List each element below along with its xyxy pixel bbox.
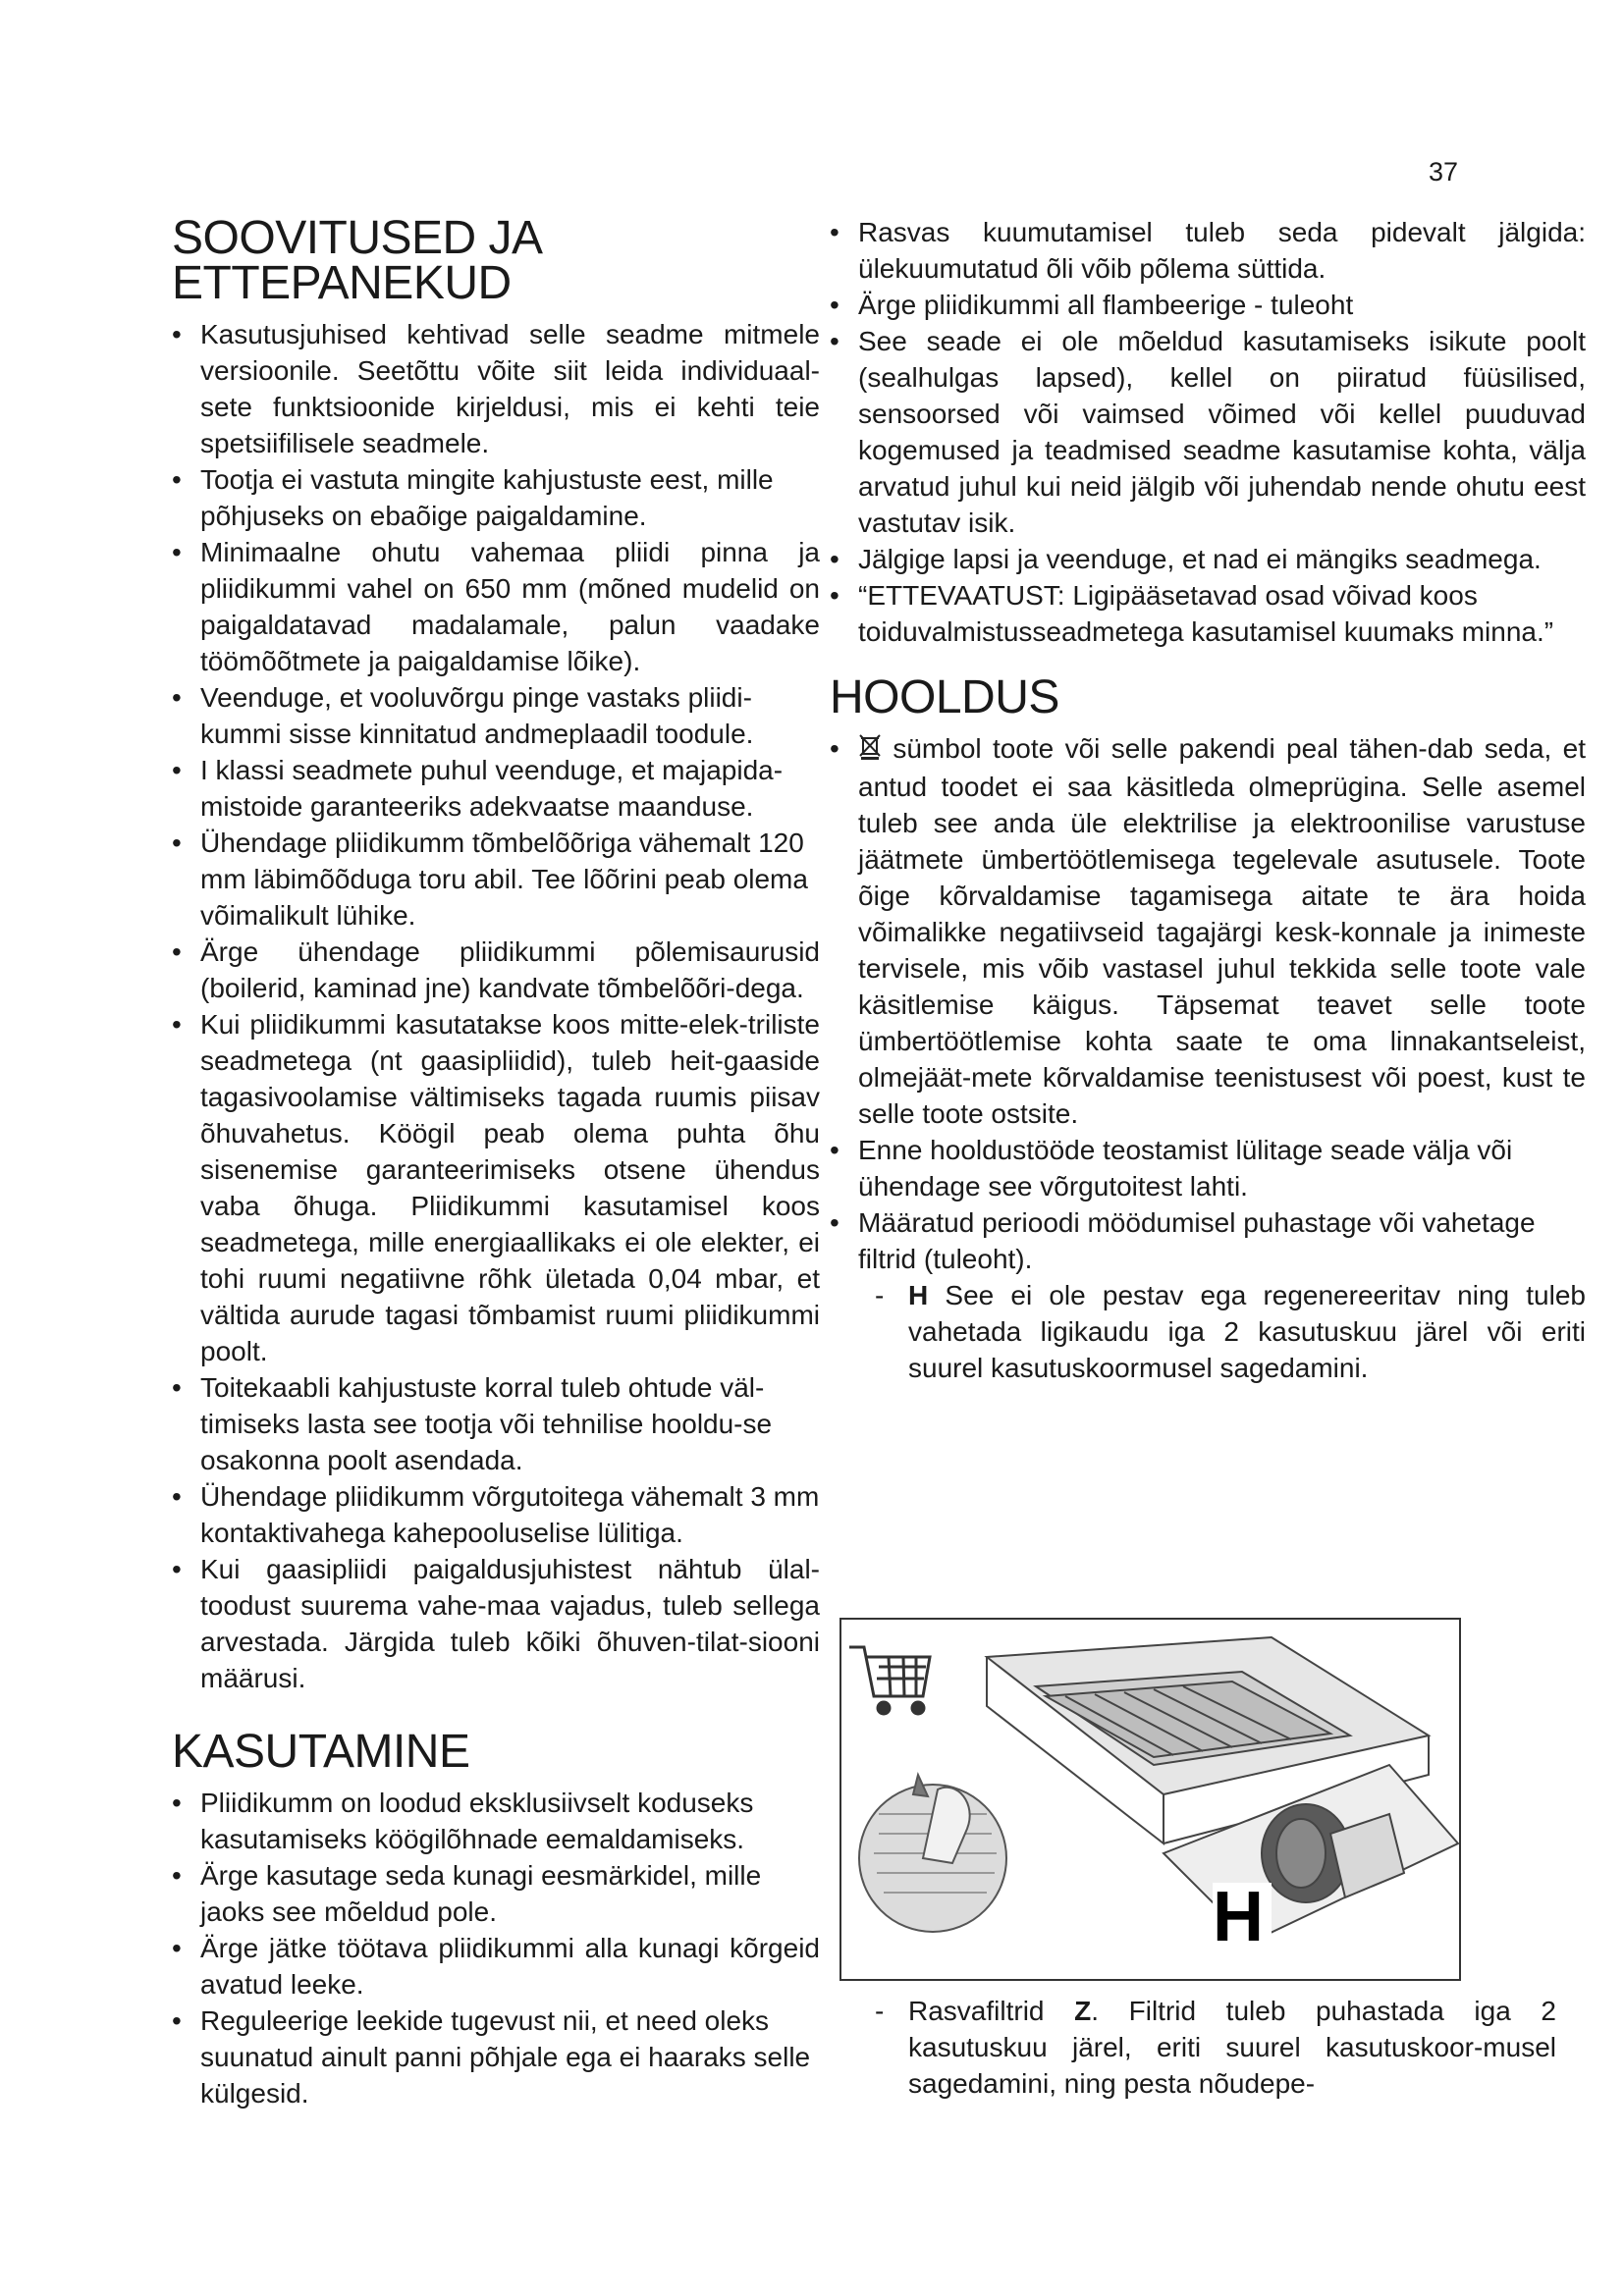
filter-h-sublist xyxy=(869,1277,1586,1386)
right-column xyxy=(830,214,1586,1386)
section-title-recommendations xyxy=(172,212,820,309)
list-item: • Jälgige lapsi ja veenduge, et nad ei mängiks seadmega. xyxy=(830,541,1586,577)
filter-h-text: See ei ole pestav ega regenereeritav ning tuleb vahetada ligikaudu iga 2 kasutuskuu järel või eriti suurel kasutuskoormusel sagedamini. xyxy=(908,1280,1586,1383)
filter-z-sublist xyxy=(869,1993,1556,2102)
usage-list xyxy=(172,1785,820,2111)
filter-illustration xyxy=(839,1618,1461,1981)
list-item: • Ärge ühendage pliidikummi põlemisaurusid (boilerid, kaminad jne) kandvate tõmbelõõri-dega. xyxy=(172,934,820,1006)
list-item: • Ärge jätke töötava pliidikummi alla kunagi kõrgeid avatud leeke. xyxy=(172,1930,820,2002)
list-item: • Reguleerige leekide tugevust nii, et need oleks suunatud ainult panni põhjale ega ei haaraks selle külgesid. xyxy=(172,2002,820,2111)
list-item: • Kasutusjuhised kehtivad selle seadme mitmele versioonile. Seetõttu võite siit leida individuaal-sete funktsioonide kirjeldusi, mis ei kehti teie spetsiifilisele seadmele. xyxy=(172,316,820,461)
weee-notice xyxy=(830,730,1586,1132)
figure-label-h: H xyxy=(1213,1883,1272,1951)
filter-z-text-before: Rasvafiltrid xyxy=(908,1996,1045,2026)
title-line-2: ETTEPANEKUD xyxy=(172,257,512,309)
list-item: • Kui pliidikummi kasutatakse koos mitte-elek-triliste seadmetega (nt gaasipliidid), tuleb heit-gaaside tagasivoolamise vältimiseks tagada ruumis piisav õhuvahetus. Köögil peab olema puhta õhu sisenemise garanteerimiseks otsene ühendus vaba õhuga. Pliidikummi kasutamisel koos seadmetega, mille energiaallikaks ei ole elekter, ei tohi ruumi negatiivne rõhk ületada 0,04 mbar, et vältida aurude tagasi tõmbamist ruumi pliidikummi poolt. xyxy=(172,1006,820,1369)
filter-z-item xyxy=(869,1993,1556,2102)
list-item: • Ärge kasutage seda kunagi eesmärkidel, mille jaoks see mõeldud pole. xyxy=(172,1857,820,1930)
list-item: • Ühendage pliidikumm tõmbelõõriga vähemalt 120 mm läbimõõduga toru abil. Tee lõõrini peab olema võimalikult lühike. xyxy=(172,825,820,934)
filter-z-text-after: . Filtrid tuleb puhastada iga 2 kasutuskuu järel, eriti suurel kasutuskoor-musel sagedamini, ning pesta nõudepe- xyxy=(908,1996,1556,2099)
list-item: • Toitekaabli kahjustuste korral tuleb ohtude väl-timiseks lasta see tootja või tehnilise hooldu-se osakonna poolt asendada. xyxy=(172,1369,820,1478)
section-title-usage: KASUTAMINE xyxy=(172,1726,470,1778)
list-item: • Kui gaasipliidi paigaldusjuhistest nähtub ülal-toodust suurema vahe-maa vajadus, tuleb sellega arvestada. Järgida tuleb kõiki õhuven-tilat-siooni määrusi. xyxy=(172,1551,820,1696)
maintenance-list xyxy=(830,730,1586,1277)
list-item: • Rasvas kuumutamisel tuleb seda pidevalt jälgida: ülekuumutatud õli võib põlema süttida. xyxy=(830,214,1586,287)
list-item: • Määratud perioodi möödumisel puhastage või vahetage filtrid (tuleoht). xyxy=(830,1204,1586,1277)
list-item: • Veenduge, et vooluvõrgu pinge vastaks pliidi-kummi sisse kinnitatud andmeplaadil toodule. xyxy=(172,679,820,752)
list-item: • See seade ei ole mõeldud kasutamiseks isikute poolt (sealhulgas lapsed), kellel on piiratud füüsilised, sensoorsed või vaimsed võimed või kellel puuduvad kogemused ja teadmised seadme kasutamise kohta, välja arvatud juhul kui neid jälgib või juhendab nende ohutu eest vastutav isik. xyxy=(830,323,1586,541)
recommendations-list xyxy=(172,316,820,1696)
section-title-maintenance: HOOLDUS xyxy=(830,671,1059,723)
crossed-bin-icon xyxy=(858,732,882,769)
list-item: • Pliidikumm on loodud eksklusiivselt koduseks kasutamiseks köögilõhnade eemaldamiseks. xyxy=(172,1785,820,1857)
left-column xyxy=(172,212,820,2111)
title-line-1: SOOVITUSED JA xyxy=(172,212,543,264)
filter-h-item xyxy=(869,1277,1586,1386)
list-item: • I klassi seadmete puhul veenduge, et majapida-mistoide garanteeriks adekvaatse maanduse. xyxy=(172,752,820,825)
list-item: • Tootja ei vastuta mingite kahjustuste eest, mille põhjuseks on ebaõige paigaldamine. xyxy=(172,461,820,534)
safety-list xyxy=(830,214,1586,650)
weee-text: sümbol toote või selle pakendi peal tähen-dab seda, et antud toodet ei saa käsitleda olmeprügina. Selle asemel tuleb see anda üle elektrilise ja elektroonilise varustuse jäätmete ümbertöötlemisega tegelevale asutusele. Toote õige kõrvaldamise tagamisega aitate te ära hoida võimalikke negatiivseid tagajärgi kesk-konnale ja inimeste tervisele, mis võib vastasel juhul tekkida selle toote vale käsitlemise käigus. Täpsemat teavet selle toote ümbertöötlemise kohta saate te oma linnakantseleist, olmejäät-mete kõrvaldamise teenistusest või poest, kust te selle toote ostsite. xyxy=(858,733,1586,1129)
grease-filter-note xyxy=(869,1993,1556,2102)
list-item: • “ETTEVAATUST: Ligipääsetavad osad võivad koos toiduvalmistusseadmetega kasutamisel kuumaks minna.” xyxy=(830,577,1586,650)
filter-z-letter: Z xyxy=(1074,1996,1092,2026)
page-number: 37 xyxy=(1429,157,1459,187)
list-item: • Ühendage pliidikumm võrgutoitega vähemalt 3 mm kontaktivahega kahepooluselise lülitiga. xyxy=(172,1478,820,1551)
list-item: • Minimaalne ohutu vahemaa pliidi pinna ja pliidikummi vahel on 650 mm (mõned mudelid on paigaldatavad madalamale, palun vaadake töömõõtmete ja paigaldamise lõike). xyxy=(172,534,820,679)
filter-h-letter: H xyxy=(908,1280,929,1310)
list-item: • Enne hooldustööde teostamist lülitage seade välja või ühendage see võrgutoitest lahti. xyxy=(830,1132,1586,1204)
list-item: • Ärge pliidikummi all flambeerige - tuleoht xyxy=(830,287,1586,323)
